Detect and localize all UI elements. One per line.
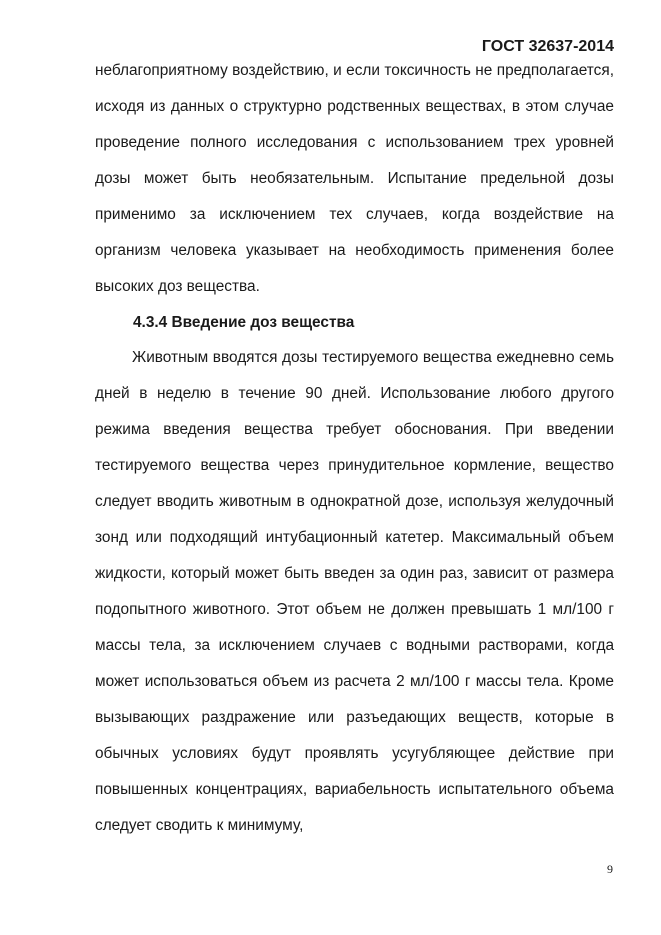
paragraph-continued xyxy=(95,53,614,305)
paragraph-text: Животным вводятся дозы тестируемого вещества ежедневно семь дней в неделю в течение 90 дней. Использование любого другого режима введения вещества требует обоснования. При введении тестируемого вещества через принудительное кормление, вещество следует вводить животным в однократной дозе, используя желудочный зонд или подходящий интубационный катетер. Максимальный объем жидкости, который может быть введен за один раз, зависит от размера подопытного животного. Этот объем не должен превышать 1 мл/100 г массы тела, за исключением случаев с водными растворами, когда может использоваться объем из расчета 2 мл/100 г массы тела. Кроме вызывающих раздражение или разъедающих веществ, которые в обычных условиях будут проявлять усугубляющее действие при повышенных концентрациях, вариабельность испытательного объема следует сводить к минимуму, xyxy=(95,349,614,834)
page-number: 9 xyxy=(607,862,613,876)
paragraph-text: неблагоприятному воздействию, и если токсичность не предполагается, исходя из данных о структурно родственных веществах, в этом случае проведение полного исследования с использованием трех уровней дозы может быть необязательным. Испытание предельной дозы применимо за исключением тех случаев, когда воздействие на организм человека указывает на необходимость применения более высоких доз вещества. xyxy=(95,62,614,295)
paragraph-main xyxy=(95,340,614,844)
document-header-id: ГОСТ 32637-2014 xyxy=(481,38,614,55)
section-heading: 4.3.4 Введение доз вещества xyxy=(133,314,355,331)
